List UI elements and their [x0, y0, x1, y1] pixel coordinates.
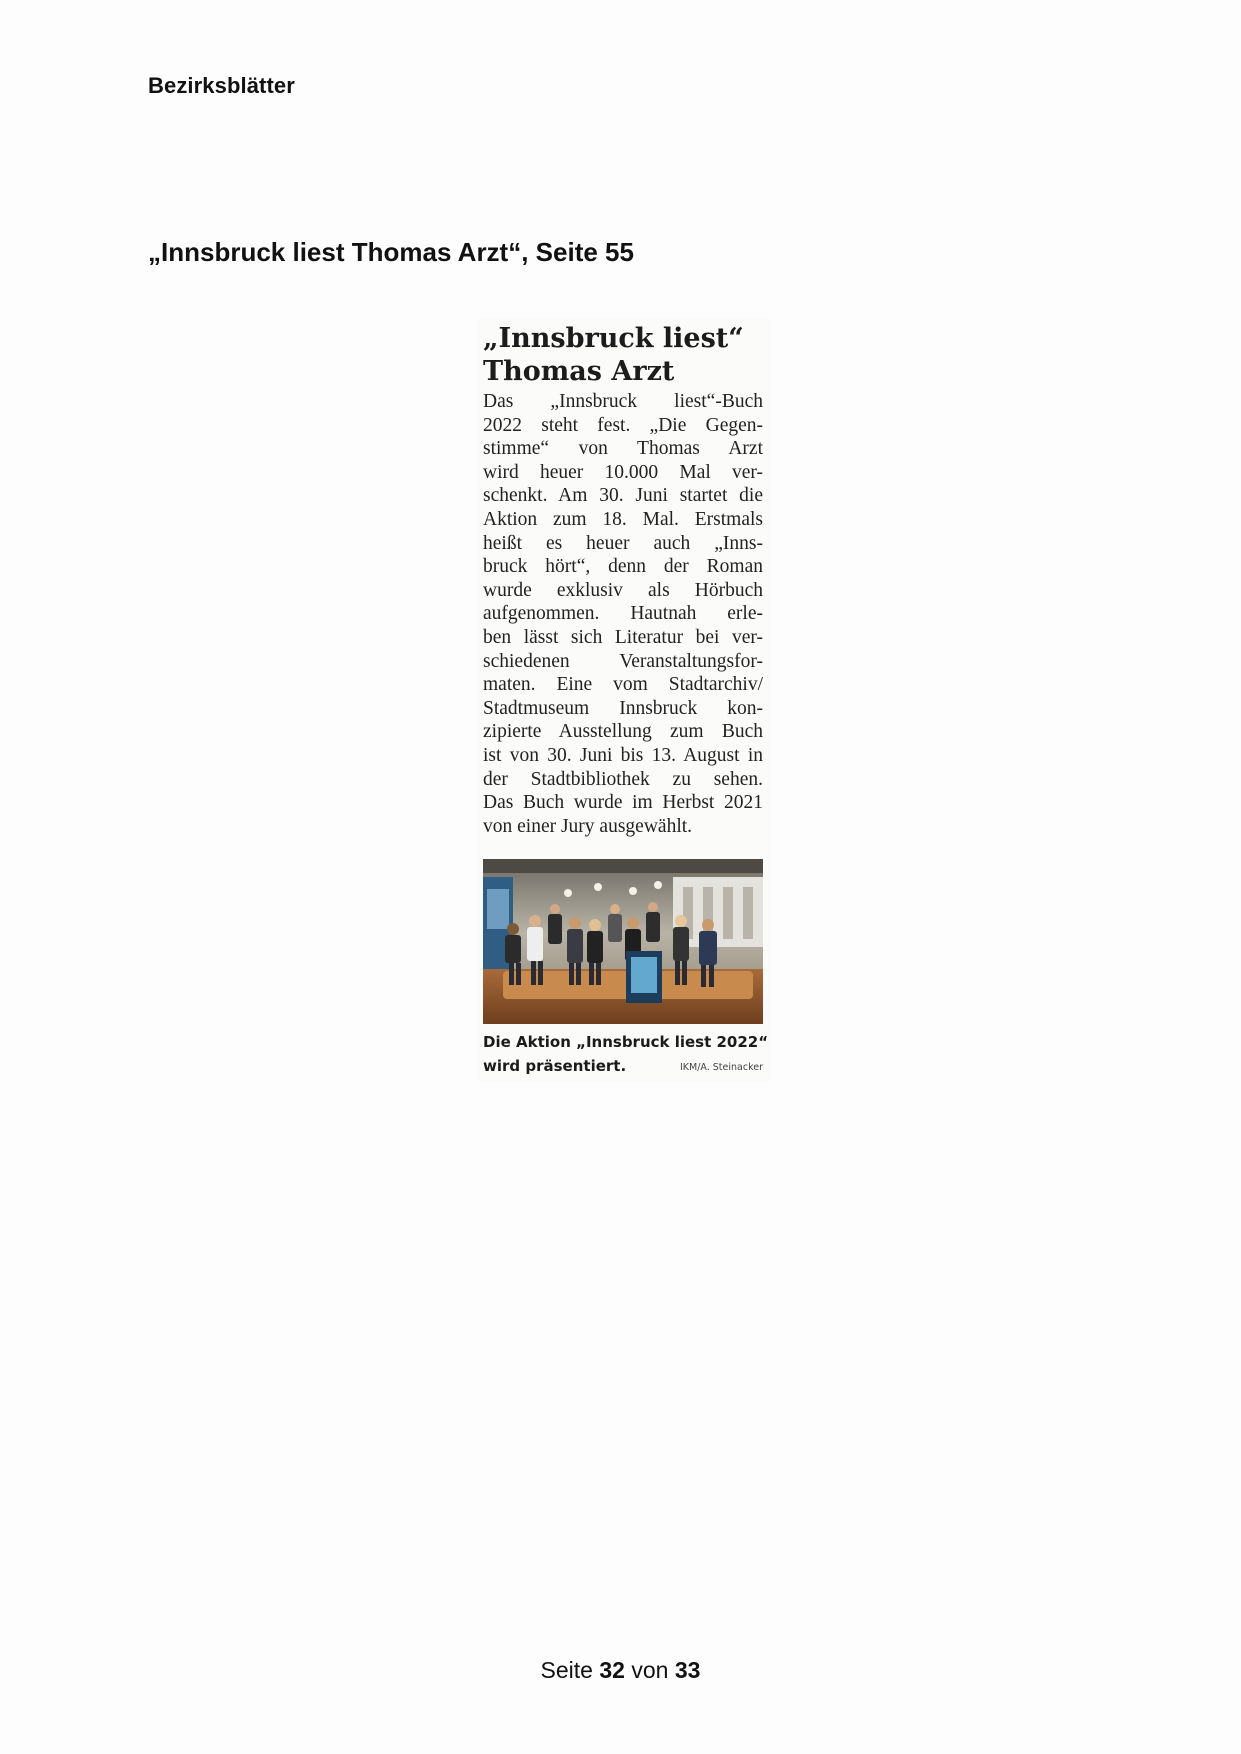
body-line: aufgenommen. Hautnah erle-: [483, 603, 763, 625]
body-line: Das „Innsbruck liest“-Buch: [483, 391, 763, 412]
body-line: heißt es heuer auch „Inns-: [483, 532, 763, 554]
footer-prefix: Seite: [540, 1657, 593, 1683]
footer-middle: von: [631, 1657, 669, 1683]
headline-line: Thomas Arzt: [483, 356, 675, 387]
body-line: zipierte Ausstellung zum Buch: [483, 721, 763, 743]
caption-line: Die Aktion „Innsbruck liest 2022“: [483, 1033, 769, 1051]
body-line: schiedenen Veranstaltungsfor-: [483, 650, 763, 672]
clipping-heading: „Innsbruck liest Thomas Arzt“, Seite 55: [148, 237, 634, 267]
body-line: wurde exklusiv als Hörbuch: [483, 579, 763, 601]
body-line: Das Buch wurde im Herbst 2021: [483, 792, 763, 814]
body-line: schenkt. Am 30. Juni startet die: [483, 485, 763, 507]
caption-line: wird präsentiert.: [483, 1057, 627, 1075]
page-number-footer: [0, 1657, 1241, 1684]
publication-name: Bezirksblätter: [148, 73, 295, 98]
body-line: ist von 30. Juni bis 13. August in: [483, 744, 763, 766]
photo-credit: IKM/A. Steinacker: [679, 1062, 763, 1073]
body-line: bruck hört“, denn der Roman: [483, 556, 763, 578]
body-line: der Stadtbibliothek zu sehen.: [483, 768, 763, 790]
body-line: Aktion zum 18. Mal. Erstmals: [483, 508, 763, 530]
current-page: 32: [599, 1657, 625, 1683]
body-line: wird heuer 10.000 Mal ver-: [483, 461, 763, 483]
body-line: Stadtmuseum Innsbruck kon-: [483, 697, 763, 719]
headline-line: „Innsbruck liest“: [483, 323, 744, 354]
body-line: stimme“ von Thomas Arzt: [483, 438, 763, 460]
body-line: ben lässt sich Literatur bei ver-: [483, 626, 763, 648]
group-photo: [483, 859, 763, 1024]
body-line: 2022 steht fest. „Die Gegen-: [483, 414, 763, 436]
total-pages: 33: [674, 1657, 701, 1683]
article-headline: [483, 322, 763, 388]
article-body: [483, 390, 763, 838]
body-line: maten. Eine vom Stadtarchiv/: [483, 674, 763, 696]
newspaper-clipping: [477, 318, 771, 1082]
body-line: von einer Jury ausgewählt.: [483, 815, 693, 837]
